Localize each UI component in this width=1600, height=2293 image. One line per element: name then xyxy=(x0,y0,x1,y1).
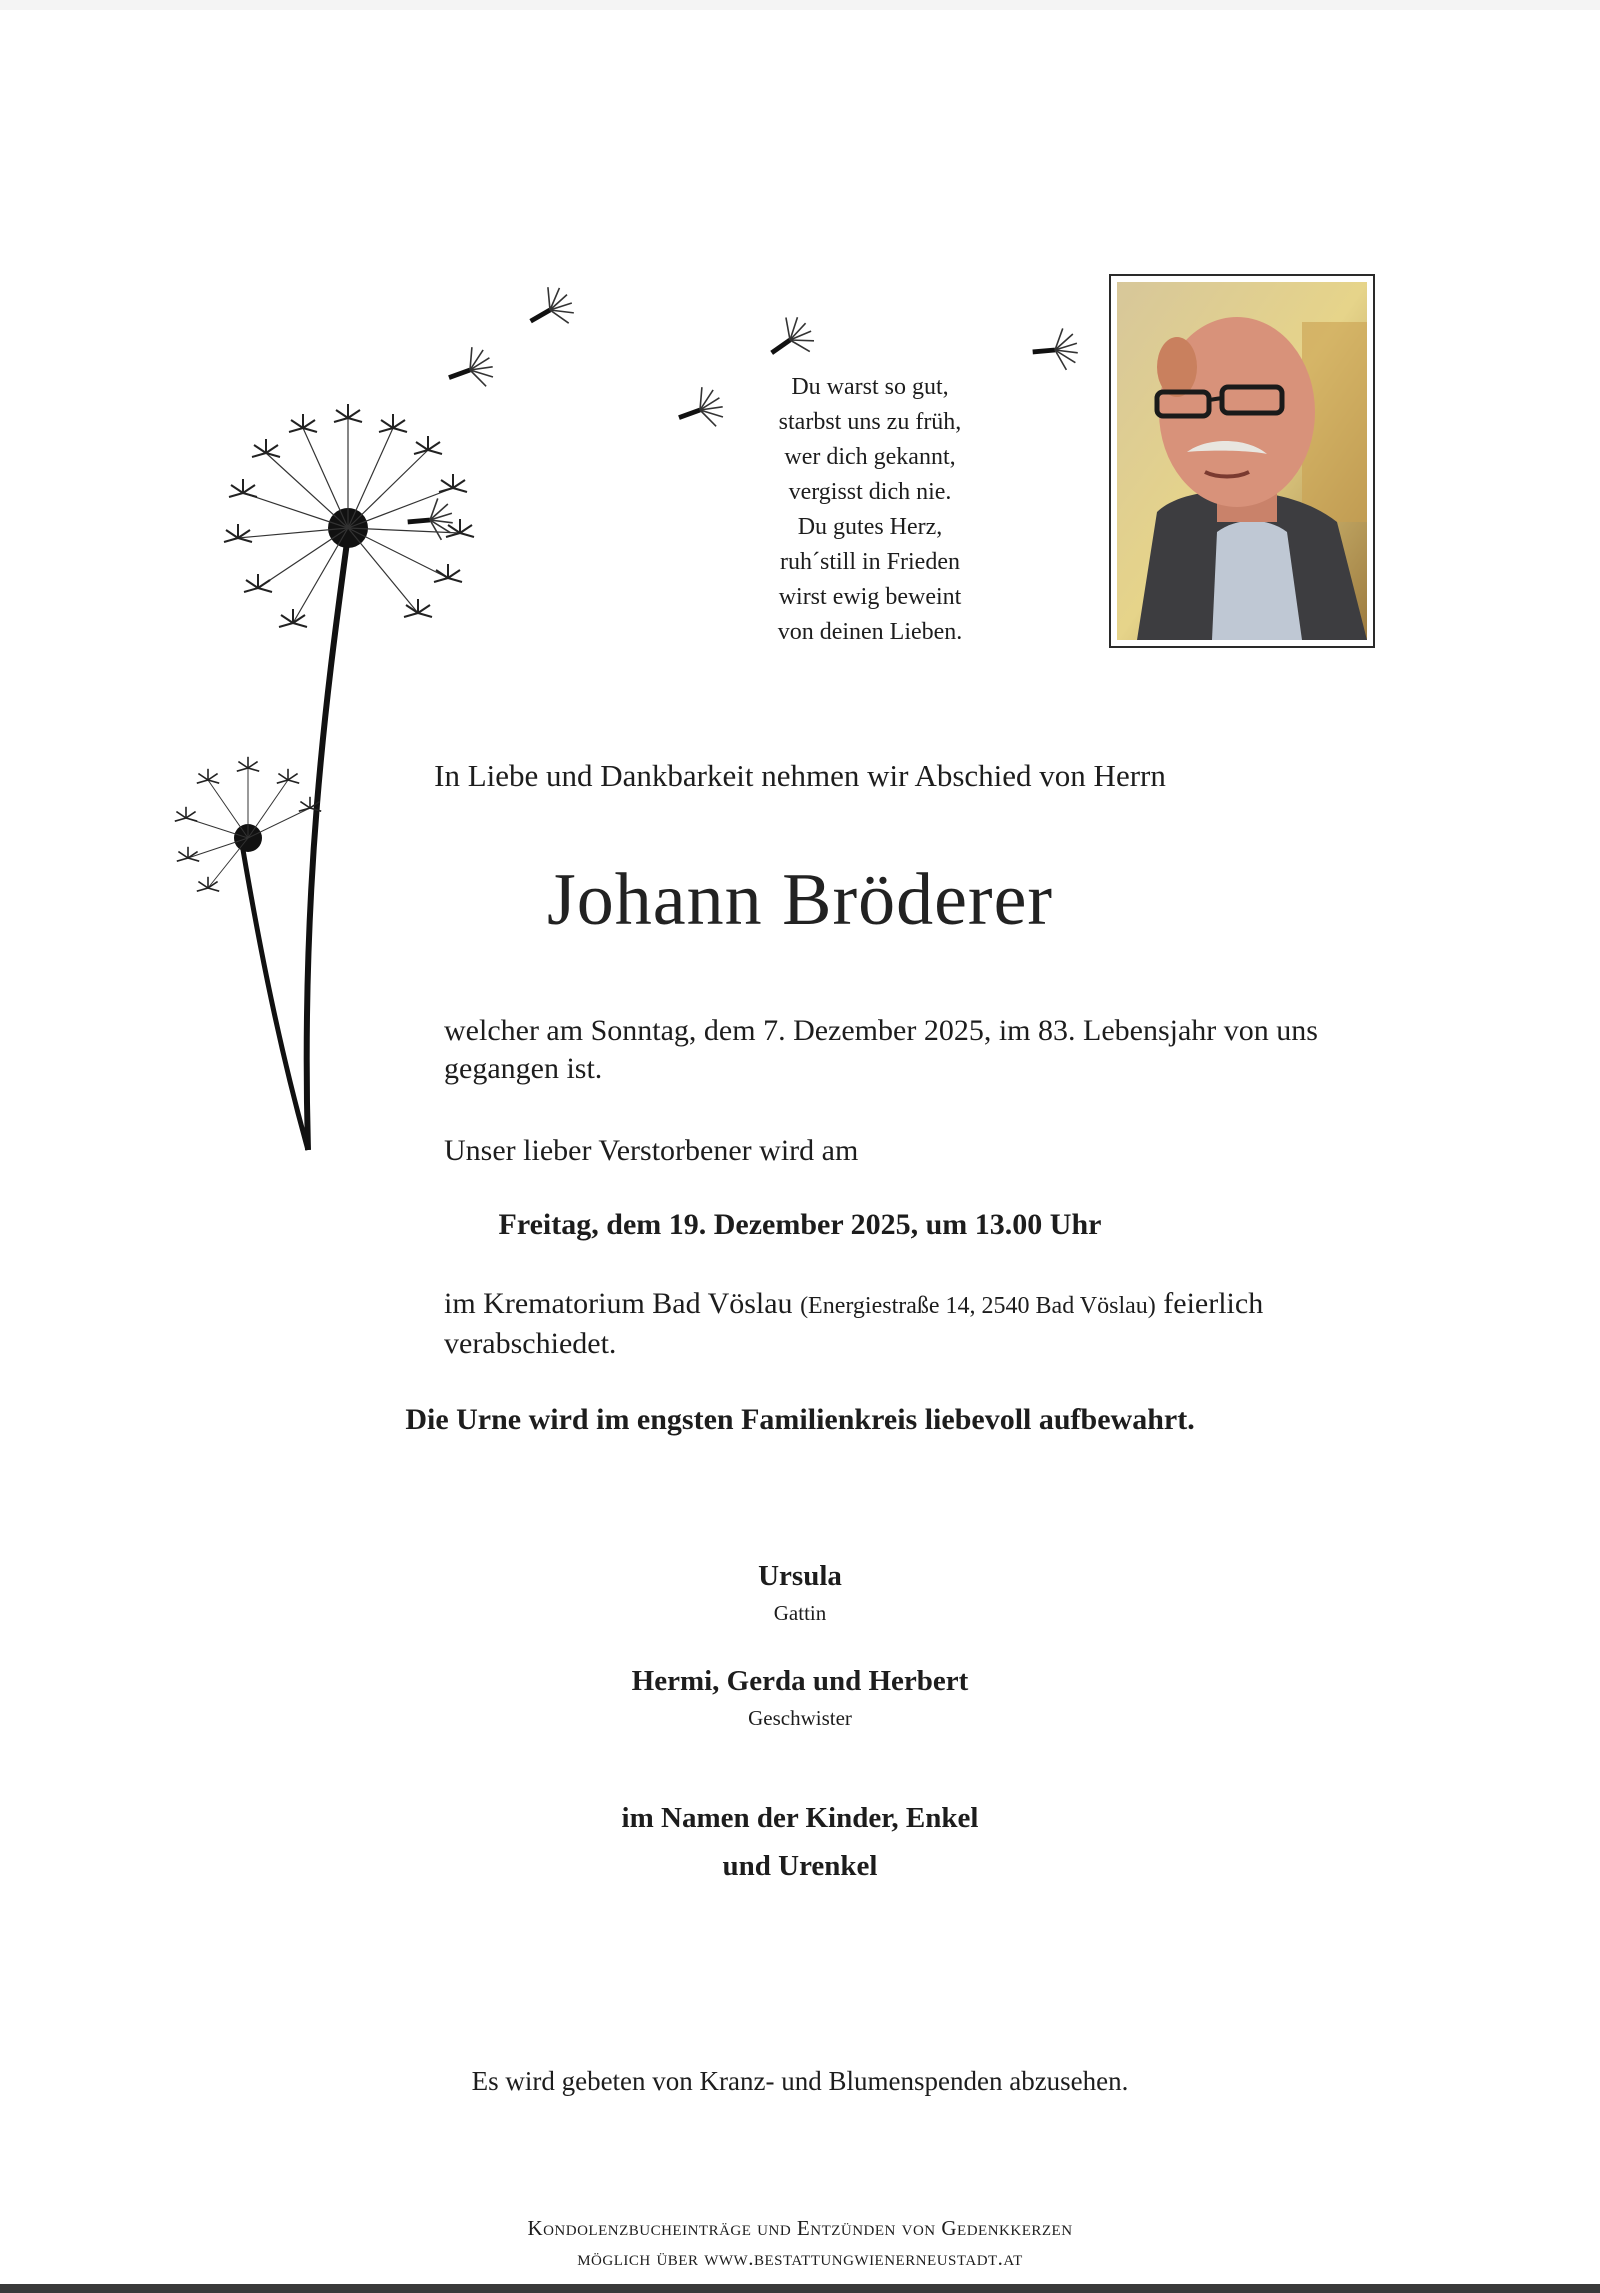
poem-line: vergisst dich nie. xyxy=(788,479,952,505)
poem-line: starbst uns zu früh, xyxy=(778,409,962,435)
poem-line: wirst ewig beweint xyxy=(778,584,962,610)
footer-line: Kondolenzbucheinträge und Entzünden von Gedenkkerzen xyxy=(527,2216,1073,2240)
scan-edge-bottom xyxy=(0,2284,1600,2293)
poem-line: Du gutes Herz, xyxy=(797,514,943,540)
on-behalf-line: und Urenkel xyxy=(722,1850,878,1882)
mourner-role: Geschwister xyxy=(748,1706,852,1730)
mourner-name: Ursula xyxy=(758,1560,842,1592)
poem-line: von deinen Lieben. xyxy=(777,619,963,645)
urn-note: Die Urne wird im engsten Familienkreis liebevoll aufbewahrt. xyxy=(405,1403,1195,1436)
footer-note xyxy=(300,2213,1300,2273)
service-datetime: Freitag, dem 19. Dezember 2025, um 13.00 Uhr xyxy=(498,1208,1102,1241)
scan-edge-top xyxy=(0,0,1600,10)
mourner-role: Gattin xyxy=(773,1601,827,1625)
poem-line: Du warst so gut, xyxy=(791,374,949,400)
mourner-name: Hermi, Gerda und Herbert xyxy=(631,1665,969,1697)
poem-line: wer dich gekannt, xyxy=(784,444,956,470)
location-address: (Energiestraße 14, 2540 Bad Vöslau) xyxy=(800,1293,1156,1319)
footer-website[interactable]: möglich über www.bestattungwienerneustadt.at xyxy=(577,2246,1023,2270)
on-behalf-line: im Namen der Kinder, Enkel xyxy=(621,1802,979,1834)
flower-request: Es wird gebeten von Kranz- und Blumenspenden abzusehen. xyxy=(471,2066,1129,2096)
location-prefix: im Krematorium Bad Vöslau xyxy=(444,1287,793,1320)
service-intro: Unser lieber Verstorbener wird am xyxy=(444,1134,859,1167)
portrait-photo xyxy=(1109,274,1375,648)
poem-line: ruh´still in Frieden xyxy=(780,549,960,575)
location-suffix: feierlich verabschiedet. xyxy=(444,1287,1264,1360)
death-notice: welcher am Sonntag, dem 7. Dezember 2025, im 83. Lebensjahr von uns gegangen ist. xyxy=(444,1014,1318,1085)
memorial-poem xyxy=(740,370,1000,650)
intro-line: In Liebe und Dankbarkeit nehmen wir Abschied von Herrn xyxy=(434,758,1166,793)
service-location xyxy=(444,1285,1404,1363)
deceased-name: Johann Bröderer xyxy=(546,859,1054,941)
